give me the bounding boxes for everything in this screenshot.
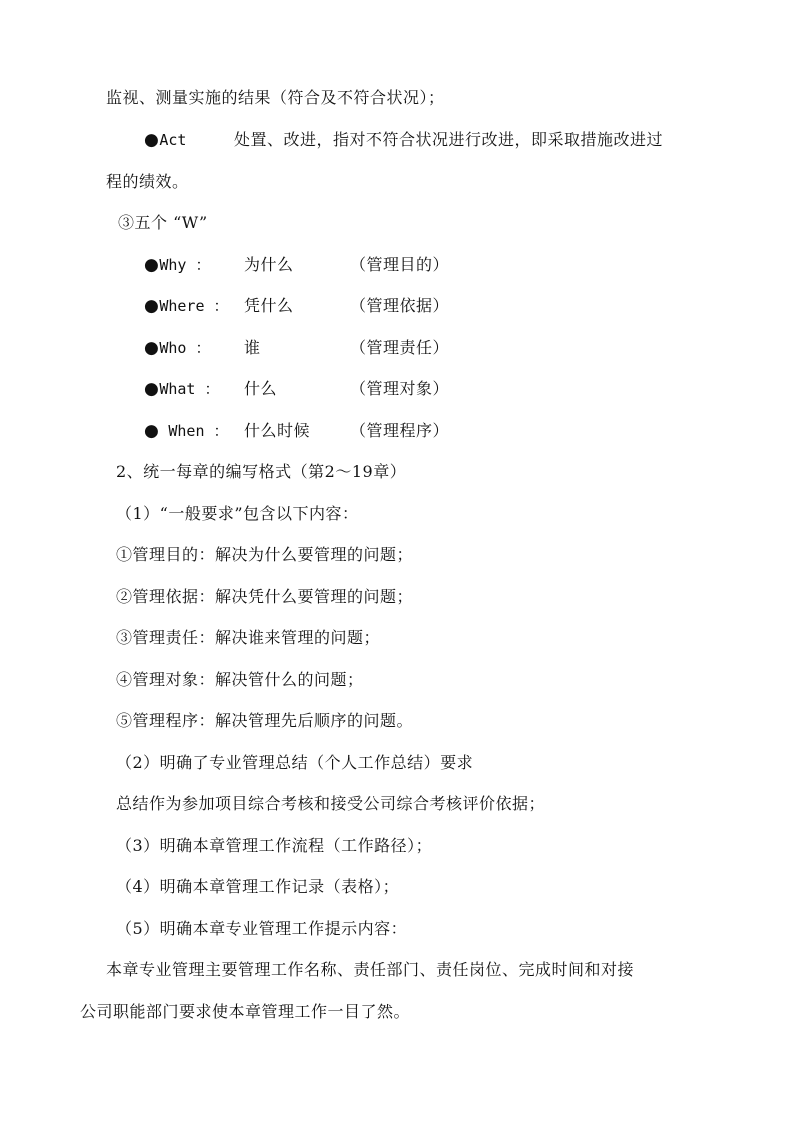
five-w-heading: ③五个 “W” [118,213,208,232]
five-w-item-what [144,379,474,399]
act-term: Act [159,131,187,149]
five-w-term: Why ： [159,256,211,274]
requirement-2-text: 总结作为参加项目综合考核和接受公司综合考核评价依据； [116,794,546,813]
requirement-item-2: ②管理依据：解决凭什么要管理的问题； [116,587,414,606]
five-w-term: When ： [159,422,229,440]
bullet-icon: ● [144,379,160,399]
five-w-note: （管理目的） [350,255,450,274]
five-w-meaning: 凭什么 [244,296,294,315]
section-heading-2: 2、统一每章的编写格式（第2～19章） [116,462,407,481]
five-w-item-where [144,296,474,316]
requirement-2: （2）明确了专业管理总结（个人工作总结）要求 [116,753,474,772]
requirement-item-5: ⑤管理程序：解决管理先后顺序的问题。 [116,711,414,730]
five-w-term: What ： [159,380,220,398]
five-w-item-who [144,338,474,358]
five-w-note: （管理责任） [350,338,450,357]
five-w-meaning: 什么 [244,379,278,398]
requirement-1: （1）“一般要求”包含以下内容： [116,504,359,523]
five-w-term: Where ： [159,297,229,315]
requirement-item-4: ④管理对象：解决管什么的问题； [116,670,364,689]
requirement-4: （4）明确本章管理工作记录（表格）； [116,877,400,896]
five-w-note: （管理对象） [350,379,450,398]
five-w-item-why [144,255,474,275]
five-w-note: （管理程序） [350,421,450,440]
five-w-item-when [144,421,474,441]
five-w-note: （管理依据） [350,296,450,315]
final-paragraph-line-1: 本章专业管理主要管理工作名称、责任部门、责任岗位、完成时间和对接 [106,960,635,979]
bullet-icon: ● [144,421,160,441]
requirement-3: （3）明确本章管理工作流程（工作路径）； [116,836,433,855]
requirement-item-3: ③管理责任：解决谁来管理的问题； [116,628,381,647]
paragraph-continuation: 程的绩效。 [106,172,189,191]
bullet-icon: ● [144,296,160,316]
requirement-item-1: ①管理目的：解决为什么要管理的问题； [116,545,414,564]
act-text: 处置、改进，指对不符合状况进行改进，即采取措施改进过 [234,130,664,149]
act-item [144,130,724,150]
five-w-meaning: 什么时候 [244,421,311,440]
bullet-icon: ● [144,255,160,275]
bullet-icon: ● [144,130,160,150]
bullet-icon: ● [144,338,160,358]
five-w-term: Who ： [159,339,211,357]
requirement-5: （5）明确本章专业管理工作提示内容： [116,919,408,938]
five-w-meaning: 为什么 [244,255,294,274]
final-paragraph-line-2: 公司职能部门要求使本章管理工作一目了然。 [80,1002,411,1021]
paragraph-monitor-result: 监视、测量实施的结果（符合及不符合状况）； [106,88,445,107]
five-w-meaning: 谁 [244,338,261,357]
